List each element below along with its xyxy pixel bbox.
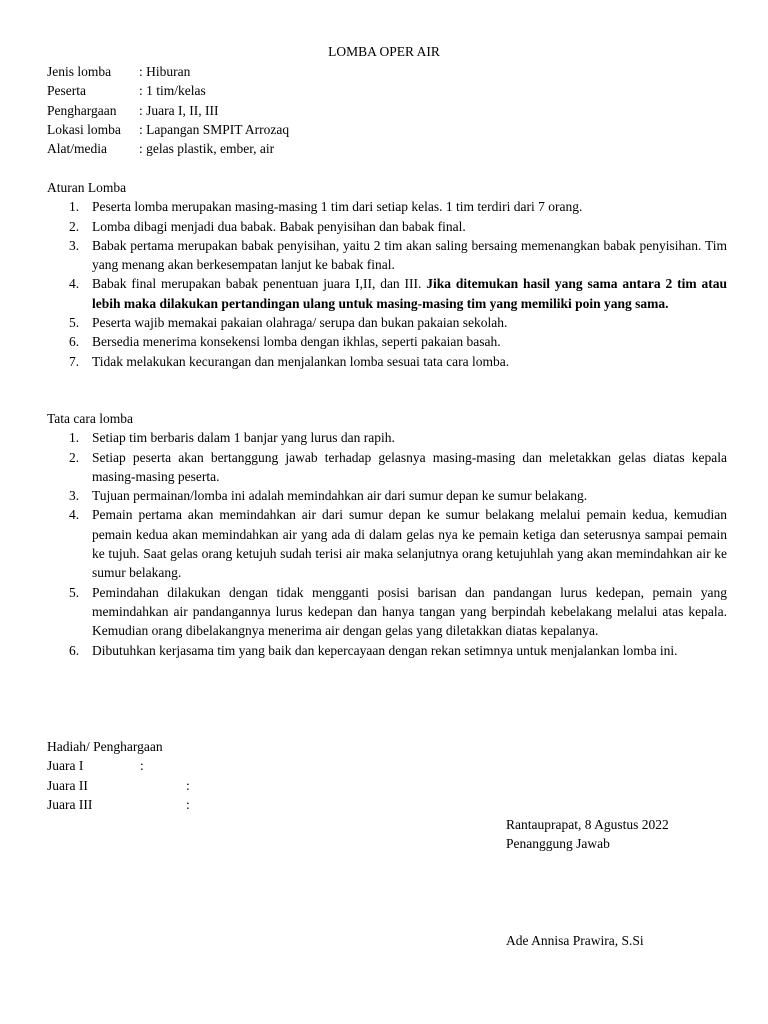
list-text-bold: Jika ditemukan hasil yang sama antara 2 tim atau lebih maka dilakukan pertandingan ulang untuk masing-masing tim yang memiliki poin yang sama. [92, 276, 727, 311]
section-heading: Aturan Lomba [47, 180, 127, 195]
prize-row-juara-1 [47, 756, 347, 775]
list-text: Pemindahan dilakukan dengan tidak mengganti posisi barisan dan pandangan lurus kedepan, pemain yang memindahkan air pandangannya lurus kedepan dan hanya tangan yang berpindah kebelakang melalui atas kepala. Kemudian orang dibelakangnya menerima air dengan gelas yang diletakkan diatas kepalanya. [92, 584, 727, 639]
list-text: Peserta wajib memakai pakaian olahraga/ serupa dan bukan pakaian sekolah. [92, 315, 508, 331]
prize-label: Juara III [47, 796, 93, 812]
list-number: 4. [69, 507, 80, 523]
signature-place-date: Rantauprapat, 8 Agustus 2022 [506, 817, 669, 832]
info-label: Lokasi lomba [47, 121, 121, 137]
list-item [47, 217, 727, 236]
list-item [47, 352, 727, 371]
list-text: Tujuan permainan/lomba ini adalah memindahkan air dari sumur depan ke sumur belakang. [92, 488, 588, 504]
list-number: 2. [69, 218, 80, 234]
signature-name: Ade Annisa Prawira, S.Si [506, 933, 644, 948]
list-item [47, 486, 727, 505]
prize-row-juara-2 [47, 776, 347, 795]
info-value: : gelas plastik, ember, air [139, 141, 275, 157]
list-item [47, 332, 727, 351]
info-row-lokasi [47, 120, 289, 139]
list-item [47, 641, 727, 660]
prize-label: Juara I [47, 758, 84, 774]
info-value: : Hiburan [139, 64, 191, 79]
prize-row-juara-3 [47, 795, 347, 814]
list-number: 7. [69, 353, 80, 369]
list-item [47, 505, 727, 582]
signature-role: Penanggung Jawab [506, 836, 610, 851]
list-text: Peserta lomba merupakan masing-masing 1 tim dari setiap kelas. 1 tim terdiri dari 7 orang. [92, 199, 583, 215]
prize-colon: : [186, 796, 190, 812]
list-number: 3. [69, 488, 80, 504]
section-heading: Tata cara lomba [47, 411, 134, 426]
info-value: : Juara I, II, III [139, 102, 219, 118]
list-item [47, 236, 727, 275]
list-number: 6. [69, 334, 80, 350]
list-number: 1. [69, 430, 80, 446]
tatacara-list [47, 428, 727, 660]
aturan-list [47, 197, 727, 371]
info-row-penghargaan [47, 101, 289, 120]
prize-label: Juara II [47, 777, 88, 793]
list-number: 3. [69, 237, 80, 253]
info-value: : Lapangan SMPIT Arrozaq [139, 121, 290, 137]
list-text: Lomba dibagi menjadi dua babak. Babak penyisihan dan babak final. [92, 218, 466, 234]
info-label: Peserta [47, 83, 86, 99]
tatacara-section [47, 409, 727, 660]
prize-heading: Hadiah/ Penghargaan [47, 739, 163, 754]
document-title: LOMBA OPER AIR [328, 44, 440, 59]
list-number: 5. [69, 584, 80, 600]
list-number: 1. [69, 199, 80, 215]
info-label: Alat/media [47, 141, 107, 157]
prize-colon: : [186, 777, 190, 793]
info-block [47, 62, 289, 158]
list-text: Dibutuhkan kerjasama tim yang baik dan kepercayaan dengan rekan setimnya untuk menjalankan lomba ini. [92, 642, 678, 658]
list-number: 5. [69, 315, 80, 331]
list-number: 4. [69, 276, 80, 292]
list-text: Setiap tim berbaris dalam 1 banjar yang lurus dan rapih. [92, 430, 395, 446]
info-label: Penghargaan [47, 102, 117, 118]
list-item [47, 583, 727, 641]
list-number: 2. [69, 449, 80, 465]
list-item [47, 428, 727, 447]
prize-colon: : [140, 758, 144, 774]
list-text: Setiap peserta akan bertanggung jawab terhadap gelasnya masing-masing dan meletakkan gelas diatas kepala masing-masing peserta. [92, 449, 727, 484]
info-row-alat [47, 139, 289, 158]
aturan-section [47, 178, 727, 371]
list-text: Tidak melakukan kecurangan dan menjalankan lomba sesuai tata cara lomba. [92, 353, 510, 369]
info-row-peserta [47, 81, 289, 100]
list-item [47, 448, 727, 487]
list-text: Babak pertama merupakan babak penyisihan, yaitu 2 tim akan saling bersaing memenangkan babak penyisihan. Tim yang menang akan berkesempatan lanjut ke babak final. [92, 237, 727, 273]
list-text: Pemain pertama akan memindahkan air dari sumur depan ke sumur belakang melalui pemain kedua, kemudian pemain kedua akan memindahkan air yang ada di dalam gelas nya ke pemain ketiga dan seterusnya sampai pemain ke tujuh. Saat gelas orang ketujuh sudah terisi air maka selanjutnya orang ketujuhlah yang akan memindahkan air ke sumur belakang. [92, 507, 727, 581]
info-value: : 1 tim/kelas [139, 83, 206, 99]
list-item [47, 197, 727, 216]
list-item [47, 274, 727, 313]
list-text: Babak final merupakan babak penentuan juara I,II, dan III. [92, 276, 427, 292]
list-item [47, 313, 727, 332]
info-row-jenis [47, 62, 289, 81]
info-label: Jenis lomba [47, 64, 112, 79]
list-text: Bersedia menerima konsekensi lomba dengan ikhlas, seperti pakaian basah. [92, 334, 501, 350]
list-number: 6. [69, 642, 80, 658]
prize-block [47, 737, 347, 814]
